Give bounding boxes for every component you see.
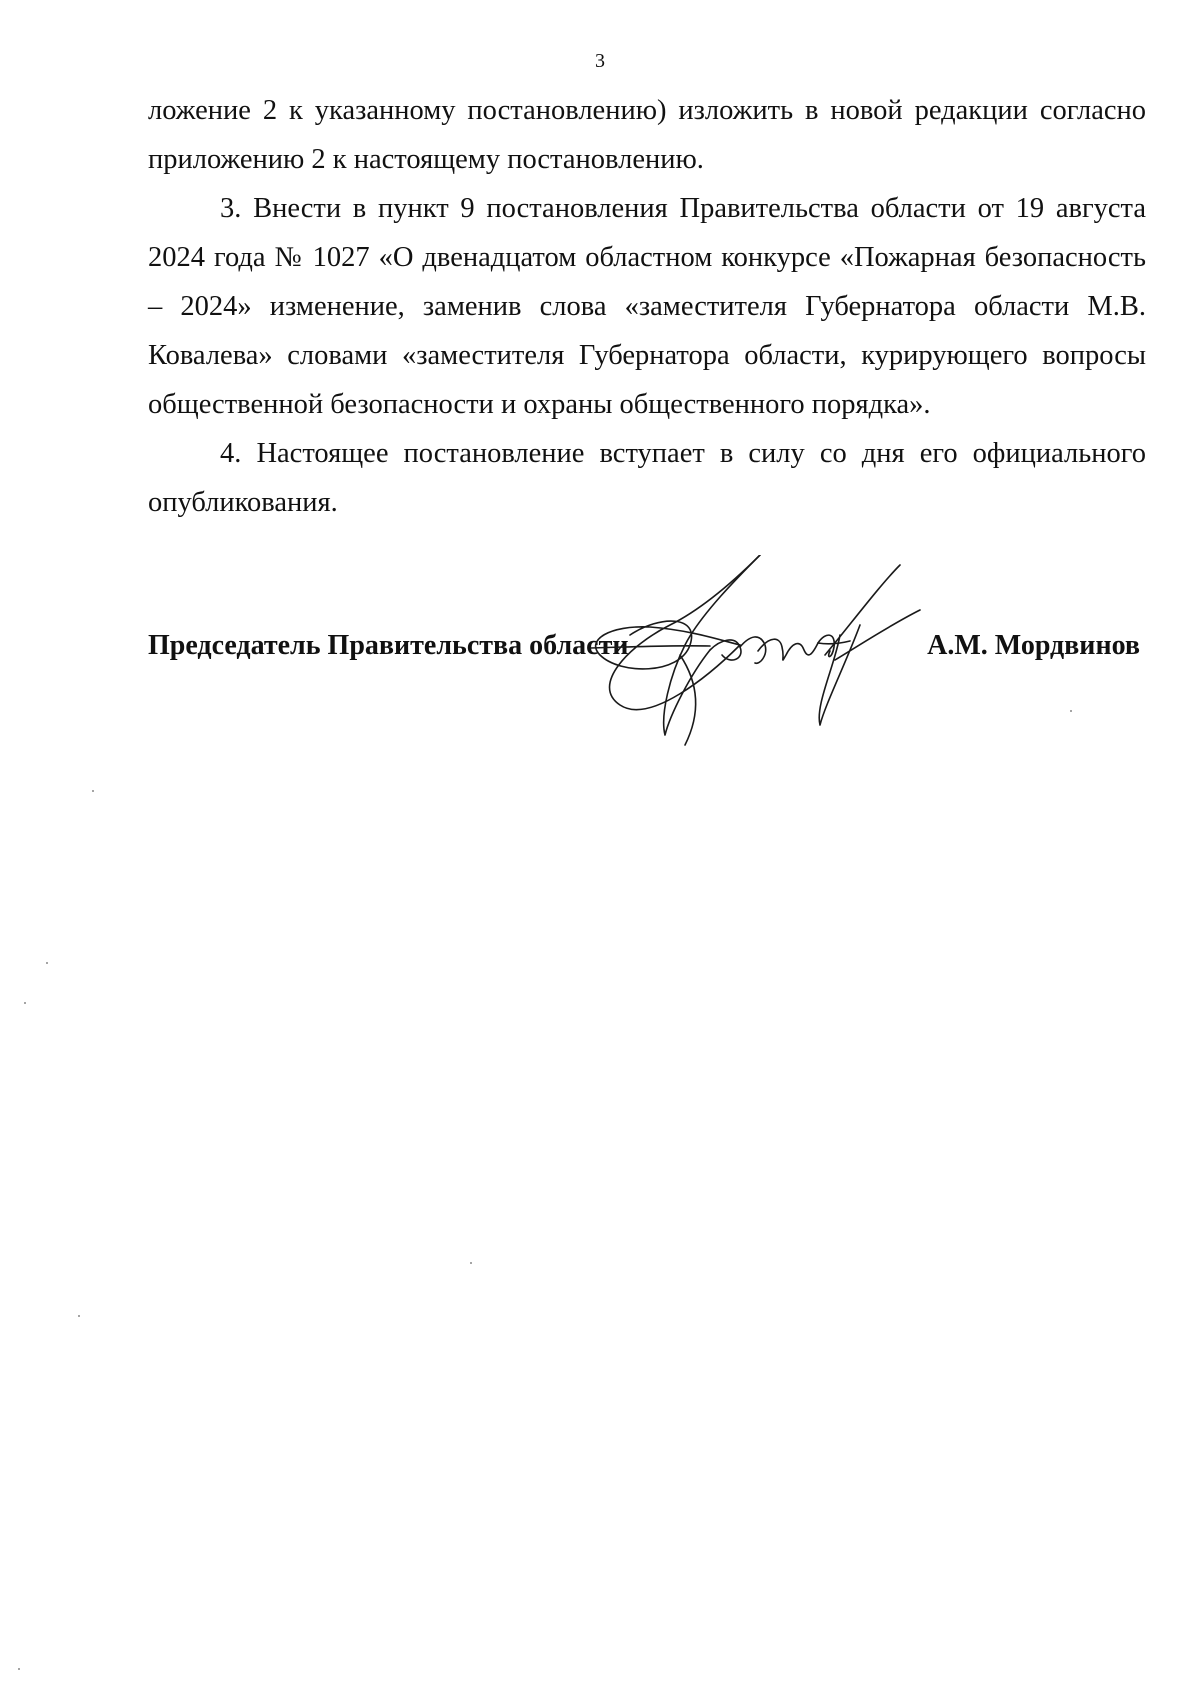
scan-speck bbox=[78, 1315, 80, 1317]
scan-speck bbox=[92, 790, 94, 792]
scan-speck bbox=[24, 1002, 26, 1004]
scan-speck bbox=[1070, 710, 1072, 712]
paragraph-item-3: 3. Внести в пункт 9 постановления Правительства области от 19 августа 2024 года № 1027 «О двенадцатом областном конкурсе «Пожарная безопасность – 2024» изменение, заменив слова «заместителя Губернатора области М.В. Ковалева» словами «заместителя Губернатора области, курирующего вопросы общественной безопасности и охраны общественного порядка». bbox=[148, 193, 1146, 420]
signatory-name: А.М. Мордвинов bbox=[927, 630, 1140, 661]
paragraph-item-4: 4. Настоящее постановление вступает в силу со дня его официального опубликования. bbox=[148, 438, 1146, 518]
paragraph-continuation: ложение 2 к указанному постановлению) изложить в новой редакции согласно приложению 2 к настоящему постановлению. bbox=[148, 95, 1146, 175]
handwritten-signature-icon bbox=[590, 555, 960, 755]
signatory-title: Председатель Правительства области bbox=[148, 630, 629, 661]
page-number: 3 bbox=[595, 50, 605, 72]
scan-speck bbox=[470, 1262, 472, 1264]
document-body bbox=[148, 86, 1146, 527]
scan-speck bbox=[46, 962, 48, 964]
scan-speck bbox=[18, 1668, 20, 1670]
